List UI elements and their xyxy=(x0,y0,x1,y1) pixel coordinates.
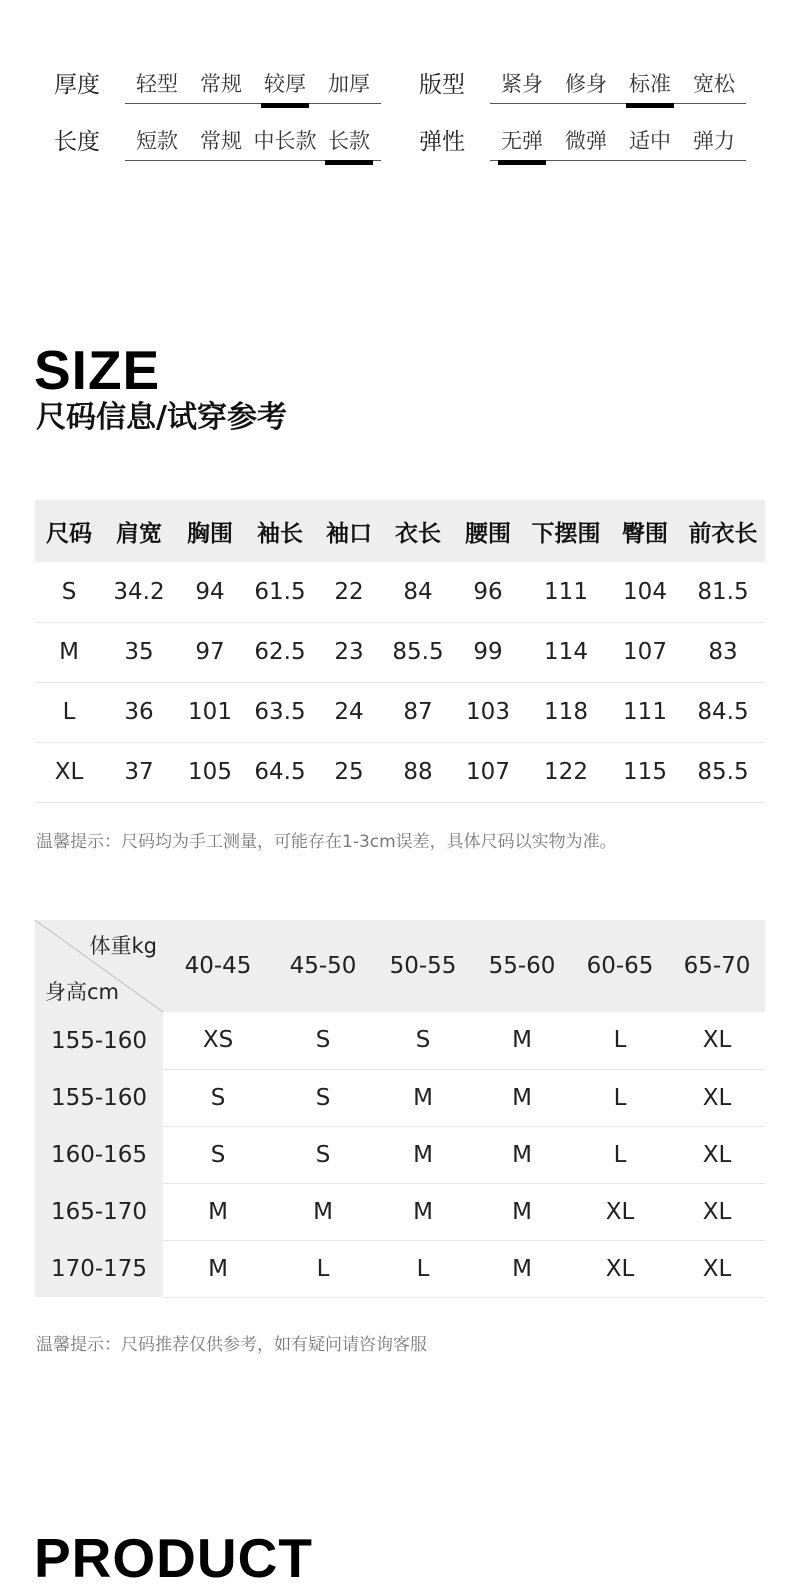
size-table-header: 尺码 xyxy=(35,500,103,562)
recommended-size-cell: L xyxy=(571,1069,669,1126)
size-label-cell: S xyxy=(35,562,103,622)
size-table-header: 前衣长 xyxy=(681,500,765,562)
measurement-cell: 34.2 xyxy=(103,562,175,622)
recommended-size-cell: M xyxy=(473,1240,571,1297)
attr-options-thickness xyxy=(125,70,381,104)
rec-table-row xyxy=(35,1183,765,1240)
elasticity-option: 无弹 xyxy=(490,127,554,160)
attr-options-fit xyxy=(490,70,746,104)
length-option: 常规 xyxy=(200,129,242,153)
recommended-size-cell: L xyxy=(571,1012,669,1069)
size-label-cell: XL xyxy=(35,742,103,802)
measurement-cell: 62.5 xyxy=(245,622,315,682)
size-table-header: 肩宽 xyxy=(103,500,175,562)
measurement-cell: 96 xyxy=(453,562,523,622)
length-option: 长款 xyxy=(317,127,381,160)
fit-option: 宽松 xyxy=(693,72,735,96)
measurement-cell: 64.5 xyxy=(245,742,315,802)
size-table-header: 袖口 xyxy=(315,500,383,562)
attr-options-elasticity xyxy=(490,127,746,161)
rec-table-row xyxy=(35,1240,765,1297)
attr-row-length xyxy=(54,127,384,167)
size-measurement-table xyxy=(35,500,765,803)
height-axis-label: 身高cm xyxy=(45,980,120,1004)
recommended-size-cell: M xyxy=(473,1069,571,1126)
weight-range-header: 40-45 xyxy=(163,920,273,1012)
recommended-size-cell: M xyxy=(163,1183,273,1240)
measurement-cell: 85.5 xyxy=(383,622,453,682)
size-table-row xyxy=(35,562,765,622)
measurement-cell: 61.5 xyxy=(245,562,315,622)
size-table-row xyxy=(35,682,765,742)
attr-label-thickness: 厚度 xyxy=(54,72,100,98)
measurement-cell: 99 xyxy=(453,622,523,682)
fit-option: 紧身 xyxy=(501,72,543,96)
thickness-option: 加厚 xyxy=(328,72,370,96)
size-table-header: 下摆围 xyxy=(523,500,609,562)
size-table-row xyxy=(35,742,765,802)
length-option: 中长款 xyxy=(253,129,317,153)
recommended-size-cell: XL xyxy=(669,1240,765,1297)
size-table-note: 温馨提示：尺码均为手工测量，可能存在1-3cm误差，具体尺码以实物为准。 xyxy=(36,832,617,852)
rec-table-corner xyxy=(35,920,163,1012)
size-table-header-row xyxy=(35,500,765,562)
thickness-option: 轻型 xyxy=(136,72,178,96)
recommended-size-cell: S xyxy=(273,1126,373,1183)
elasticity-option: 适中 xyxy=(629,129,671,153)
fit-option: 标准 xyxy=(618,70,682,103)
measurement-cell: 35 xyxy=(103,622,175,682)
recommended-size-cell: M xyxy=(473,1126,571,1183)
attr-label-length: 长度 xyxy=(54,129,100,155)
measurement-cell: 115 xyxy=(609,742,681,802)
measurement-cell: 122 xyxy=(523,742,609,802)
measurement-cell: 111 xyxy=(523,562,609,622)
measurement-cell: 107 xyxy=(453,742,523,802)
measurement-cell: 111 xyxy=(609,682,681,742)
height-range-cell: 160-165 xyxy=(35,1126,163,1183)
weight-range-header: 50-55 xyxy=(373,920,473,1012)
measurement-cell: 104 xyxy=(609,562,681,622)
recommended-size-cell: XS xyxy=(163,1012,273,1069)
attr-row-fit xyxy=(419,70,749,110)
recommended-size-cell: L xyxy=(571,1126,669,1183)
height-range-cell: 170-175 xyxy=(35,1240,163,1297)
thickness-option: 较厚 xyxy=(253,70,317,103)
attr-row-thickness xyxy=(54,70,384,110)
recommended-size-cell: S xyxy=(163,1069,273,1126)
weight-range-header: 65-70 xyxy=(669,920,765,1012)
recommended-size-cell: XL xyxy=(571,1183,669,1240)
recommended-size-cell: XL xyxy=(669,1126,765,1183)
measurement-cell: 37 xyxy=(103,742,175,802)
attr-row-elasticity xyxy=(419,127,749,167)
measurement-cell: 63.5 xyxy=(245,682,315,742)
measurement-cell: 94 xyxy=(175,562,245,622)
recommended-size-cell: M xyxy=(473,1012,571,1069)
elasticity-option: 弹力 xyxy=(693,129,735,153)
recommended-size-cell: M xyxy=(163,1240,273,1297)
measurement-cell: 24 xyxy=(315,682,383,742)
size-label-cell: L xyxy=(35,682,103,742)
recommended-size-cell: M xyxy=(373,1069,473,1126)
recommended-size-cell: S xyxy=(273,1012,373,1069)
measurement-cell: 118 xyxy=(523,682,609,742)
size-table-header: 胸围 xyxy=(175,500,245,562)
size-table-header: 袖长 xyxy=(245,500,315,562)
weight-axis-label: 体重kg xyxy=(89,934,157,958)
measurement-cell: 87 xyxy=(383,682,453,742)
recommended-size-cell: S xyxy=(163,1126,273,1183)
measurement-cell: 84.5 xyxy=(681,682,765,742)
recommended-size-cell: M xyxy=(273,1183,373,1240)
measurement-cell: 23 xyxy=(315,622,383,682)
recommended-size-cell: XL xyxy=(571,1240,669,1297)
size-table-header: 衣长 xyxy=(383,500,453,562)
measurement-cell: 107 xyxy=(609,622,681,682)
recommended-size-cell: S xyxy=(373,1012,473,1069)
size-table-row xyxy=(35,622,765,682)
measurement-cell: 103 xyxy=(453,682,523,742)
measurement-cell: 36 xyxy=(103,682,175,742)
measurement-cell: 97 xyxy=(175,622,245,682)
recommended-size-cell: XL xyxy=(669,1069,765,1126)
attr-label-elasticity: 弹性 xyxy=(419,129,465,155)
fit-option: 修身 xyxy=(565,72,607,96)
measurement-cell: 83 xyxy=(681,622,765,682)
height-range-cell: 155-160 xyxy=(35,1069,163,1126)
height-range-cell: 165-170 xyxy=(35,1183,163,1240)
recommended-size-cell: XL xyxy=(669,1012,765,1069)
size-table-header: 臀围 xyxy=(609,500,681,562)
recommended-size-cell: M xyxy=(373,1126,473,1183)
recommended-size-cell: L xyxy=(273,1240,373,1297)
product-section-title: PRODUCT xyxy=(34,1527,313,1589)
rec-table-row xyxy=(35,1126,765,1183)
weight-range-header: 55-60 xyxy=(473,920,571,1012)
measurement-cell: 81.5 xyxy=(681,562,765,622)
size-section-title: SIZE xyxy=(34,339,161,401)
measurement-cell: 84 xyxy=(383,562,453,622)
measurement-cell: 22 xyxy=(315,562,383,622)
recommended-size-cell: XL xyxy=(669,1183,765,1240)
recommended-size-cell: M xyxy=(373,1183,473,1240)
size-label-cell: M xyxy=(35,622,103,682)
recommended-size-cell: M xyxy=(473,1183,571,1240)
weight-range-header: 60-65 xyxy=(571,920,669,1012)
thickness-option: 常规 xyxy=(200,72,242,96)
attr-label-fit: 版型 xyxy=(419,72,465,98)
attr-options-length xyxy=(125,127,381,161)
rec-table-row xyxy=(35,1069,765,1126)
size-recommendation-table xyxy=(35,920,765,1298)
measurement-cell: 114 xyxy=(523,622,609,682)
measurement-cell: 101 xyxy=(175,682,245,742)
size-table-header: 腰围 xyxy=(453,500,523,562)
elasticity-option: 微弹 xyxy=(565,129,607,153)
measurement-cell: 105 xyxy=(175,742,245,802)
measurement-cell: 25 xyxy=(315,742,383,802)
rec-table-row xyxy=(35,1012,765,1069)
recommended-size-cell: S xyxy=(273,1069,373,1126)
measurement-cell: 88 xyxy=(383,742,453,802)
rec-table-header-row xyxy=(35,920,765,1012)
height-range-cell: 155-160 xyxy=(35,1012,163,1069)
length-option: 短款 xyxy=(136,129,178,153)
measurement-cell: 85.5 xyxy=(681,742,765,802)
size-section-subtitle: 尺码信息/试穿参考 xyxy=(36,400,287,435)
weight-range-header: 45-50 xyxy=(273,920,373,1012)
recommend-table-note: 温馨提示：尺码推荐仅供参考，如有疑问请咨询客服 xyxy=(36,1335,427,1355)
recommended-size-cell: L xyxy=(373,1240,473,1297)
